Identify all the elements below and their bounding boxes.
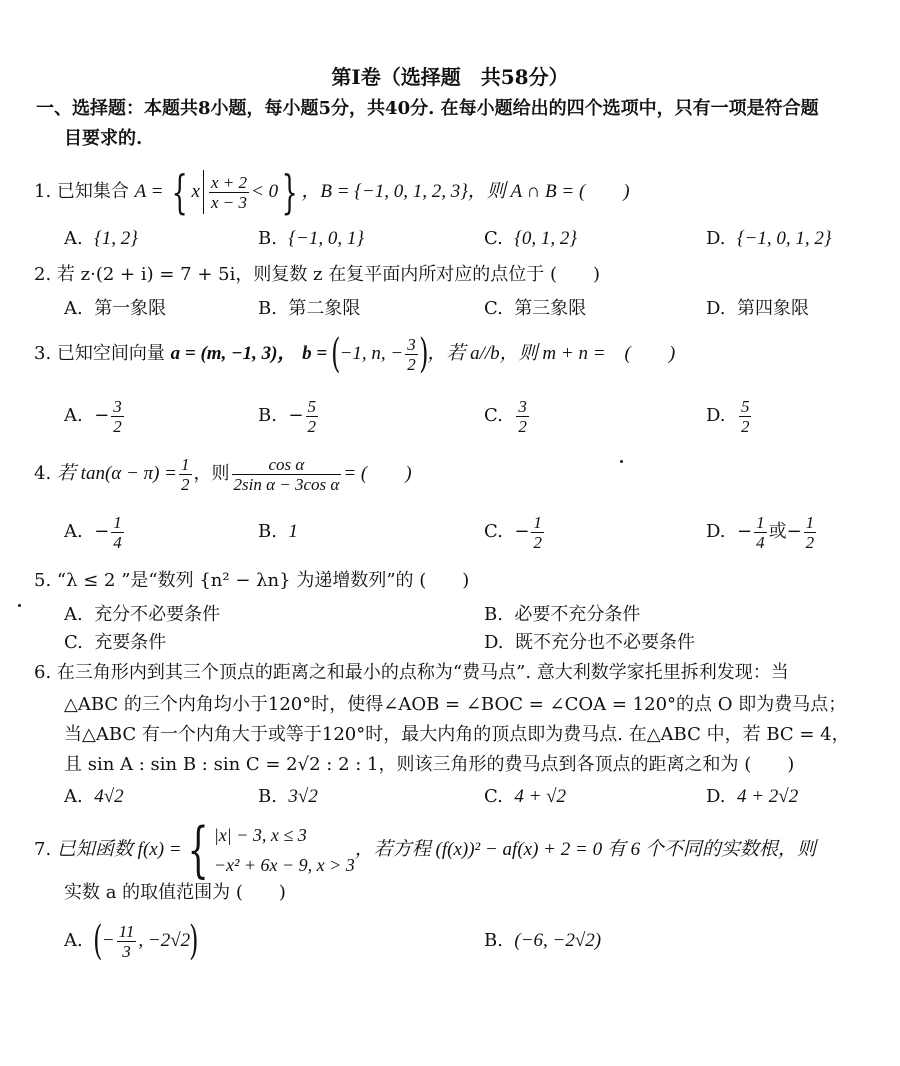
scan-speck (620, 460, 623, 463)
option-a[interactable]: A. 第一象限 (64, 298, 167, 319)
question-7-line-2: 实数 a 的取值范围为 ( ) (64, 882, 286, 903)
question-number: 4. (34, 463, 52, 484)
option-a[interactable]: A. − $\frac{1}{4}$ (64, 512, 122, 552)
option-c[interactable]: C. 第三象限 (484, 298, 587, 319)
question-number: 5. (34, 570, 52, 591)
option-d[interactable]: D. 4 + 2√2 (706, 786, 799, 807)
question-6-line-2: △ABC 的三个内角均小于120°时，使得∠AOB = ∠BOC = ∠COA = 120°的点 O 即为费马点； (64, 694, 847, 715)
page-title: 第Ⅰ卷（选择题 共58分） (331, 65, 569, 89)
section-heading-cont: 目要求的. (64, 128, 143, 149)
option-b[interactable]: B. − $\frac{5}{2}$ (258, 396, 316, 436)
fraction: $\frac{\text{cos α}}{\text{2sin α − 3cos α}}$ (233, 454, 340, 494)
fraction: $\frac{x + 2}{x - 3}$ (210, 172, 247, 212)
question-3: 3. 已知空间向量 a = (m, −1, 3)， b = (−1, n, − $\frac{3}{2}$ )，若 a//b，则 m + n = ( ) (34, 331, 676, 377)
option-d[interactable]: D. 第四象限 (706, 298, 809, 319)
option-c[interactable]: C. $\frac{3}{2}$ (484, 396, 527, 436)
option-b[interactable]: B. 第二象限 (258, 298, 361, 319)
fraction: $\frac{1}{2}$ (181, 454, 190, 494)
question-number: 7. (34, 839, 52, 860)
question-6: 6. 在三角形内到其三个顶点的距离之和最小的点称为“费马点”. 意大利数学家托里拆利发现：当 (34, 662, 789, 683)
option-a[interactable]: A. − $\frac{3}{2}$ (64, 396, 122, 436)
option-d[interactable]: D. $\frac{5}{2}$ (706, 396, 750, 436)
option-b[interactable]: B. {−1, 0, 1} (258, 228, 364, 249)
piecewise-cases: |x| − 3, x ≤ 3 −x² + 6x − 9, x > 3 (213, 825, 355, 875)
question-5: 5. “λ ≤ 2 ”是“数列 {n² − λn} 为递增数列”的 ( ) (34, 570, 470, 591)
option-b[interactable]: B. 3√2 (258, 786, 318, 807)
question-number: 1. (34, 181, 52, 202)
option-a[interactable]: A. 充分不必要条件 (64, 604, 221, 625)
option-d[interactable]: D. − $\frac{1}{4}$ 或− $\frac{1}{2}$ (706, 512, 815, 552)
option-a[interactable]: A. (− $\frac{11}{3}$ , −2√2) (64, 918, 199, 964)
question-number: 2. (34, 264, 52, 285)
question-6-line-3: 当△ABC 有一个内角大于或等于120°时，最大内角的顶点即为费马点. 在△ABC 中，若 BC = 4， (64, 724, 850, 745)
option-c[interactable]: C. {0, 1, 2} (484, 228, 578, 249)
option-d[interactable]: D. {−1, 0, 1, 2} (706, 228, 832, 249)
question-6-line-4: 且 sin A : sin B : sin C = 2√2 : 2 : 1，则该三角形的费马点到各顶点的距离之和为 ( ) (64, 754, 795, 775)
option-b[interactable]: B. (−6, −2√2) (484, 930, 602, 951)
option-a[interactable]: A. 4√2 (64, 786, 124, 807)
scan-speck (18, 604, 21, 607)
section-heading: 一、选择题：本题共8小题，每小题5分，共40分. 在每小题给出的四个选项中，只有一项是符合题 (36, 98, 819, 119)
fraction: $\frac{3}{2}$ (407, 334, 416, 374)
question-7: 7. 已知函数 f(x) ={ |x| − 3, x ≤ 3 −x² + 6x − 9, x > 3 ，若方程 (f(x))² − af(x) + 2 = 0 有 6 个不同的实数根，则 (34, 815, 816, 885)
option-d[interactable]: D. 既不充分也不必要条件 (484, 632, 695, 653)
question-4: 4. 若 tan(α − π) = $\frac{1}{2}$ ，则 $\frac{\text{cos α}}{\text{2sin α − 3cos α}}$ = ( ) (34, 454, 412, 494)
option-c[interactable]: C. 充要条件 (64, 632, 167, 653)
option-b[interactable]: B. 必要不充分条件 (484, 604, 641, 625)
question-1: 1. 已知集合 A = { x $\frac{x + 2}{x - 3}$ < 0} ，B = {−1, 0, 1, 2, 3}，则 A ∩ B = ( ) (34, 165, 630, 219)
option-c[interactable]: C. − $\frac{1}{2}$ (484, 512, 542, 552)
option-a[interactable]: A. {1, 2} (64, 228, 138, 249)
question-2: 2. 若 z·(2 + i) = 7 + 5i，则复数 z 在复平面内所对应的点位于 ( ) (34, 264, 601, 285)
question-number: 3. (34, 343, 52, 364)
question-number: 6. (34, 662, 52, 683)
option-b[interactable]: B. 1 (258, 521, 298, 542)
option-c[interactable]: C. 4 + √2 (484, 786, 567, 807)
